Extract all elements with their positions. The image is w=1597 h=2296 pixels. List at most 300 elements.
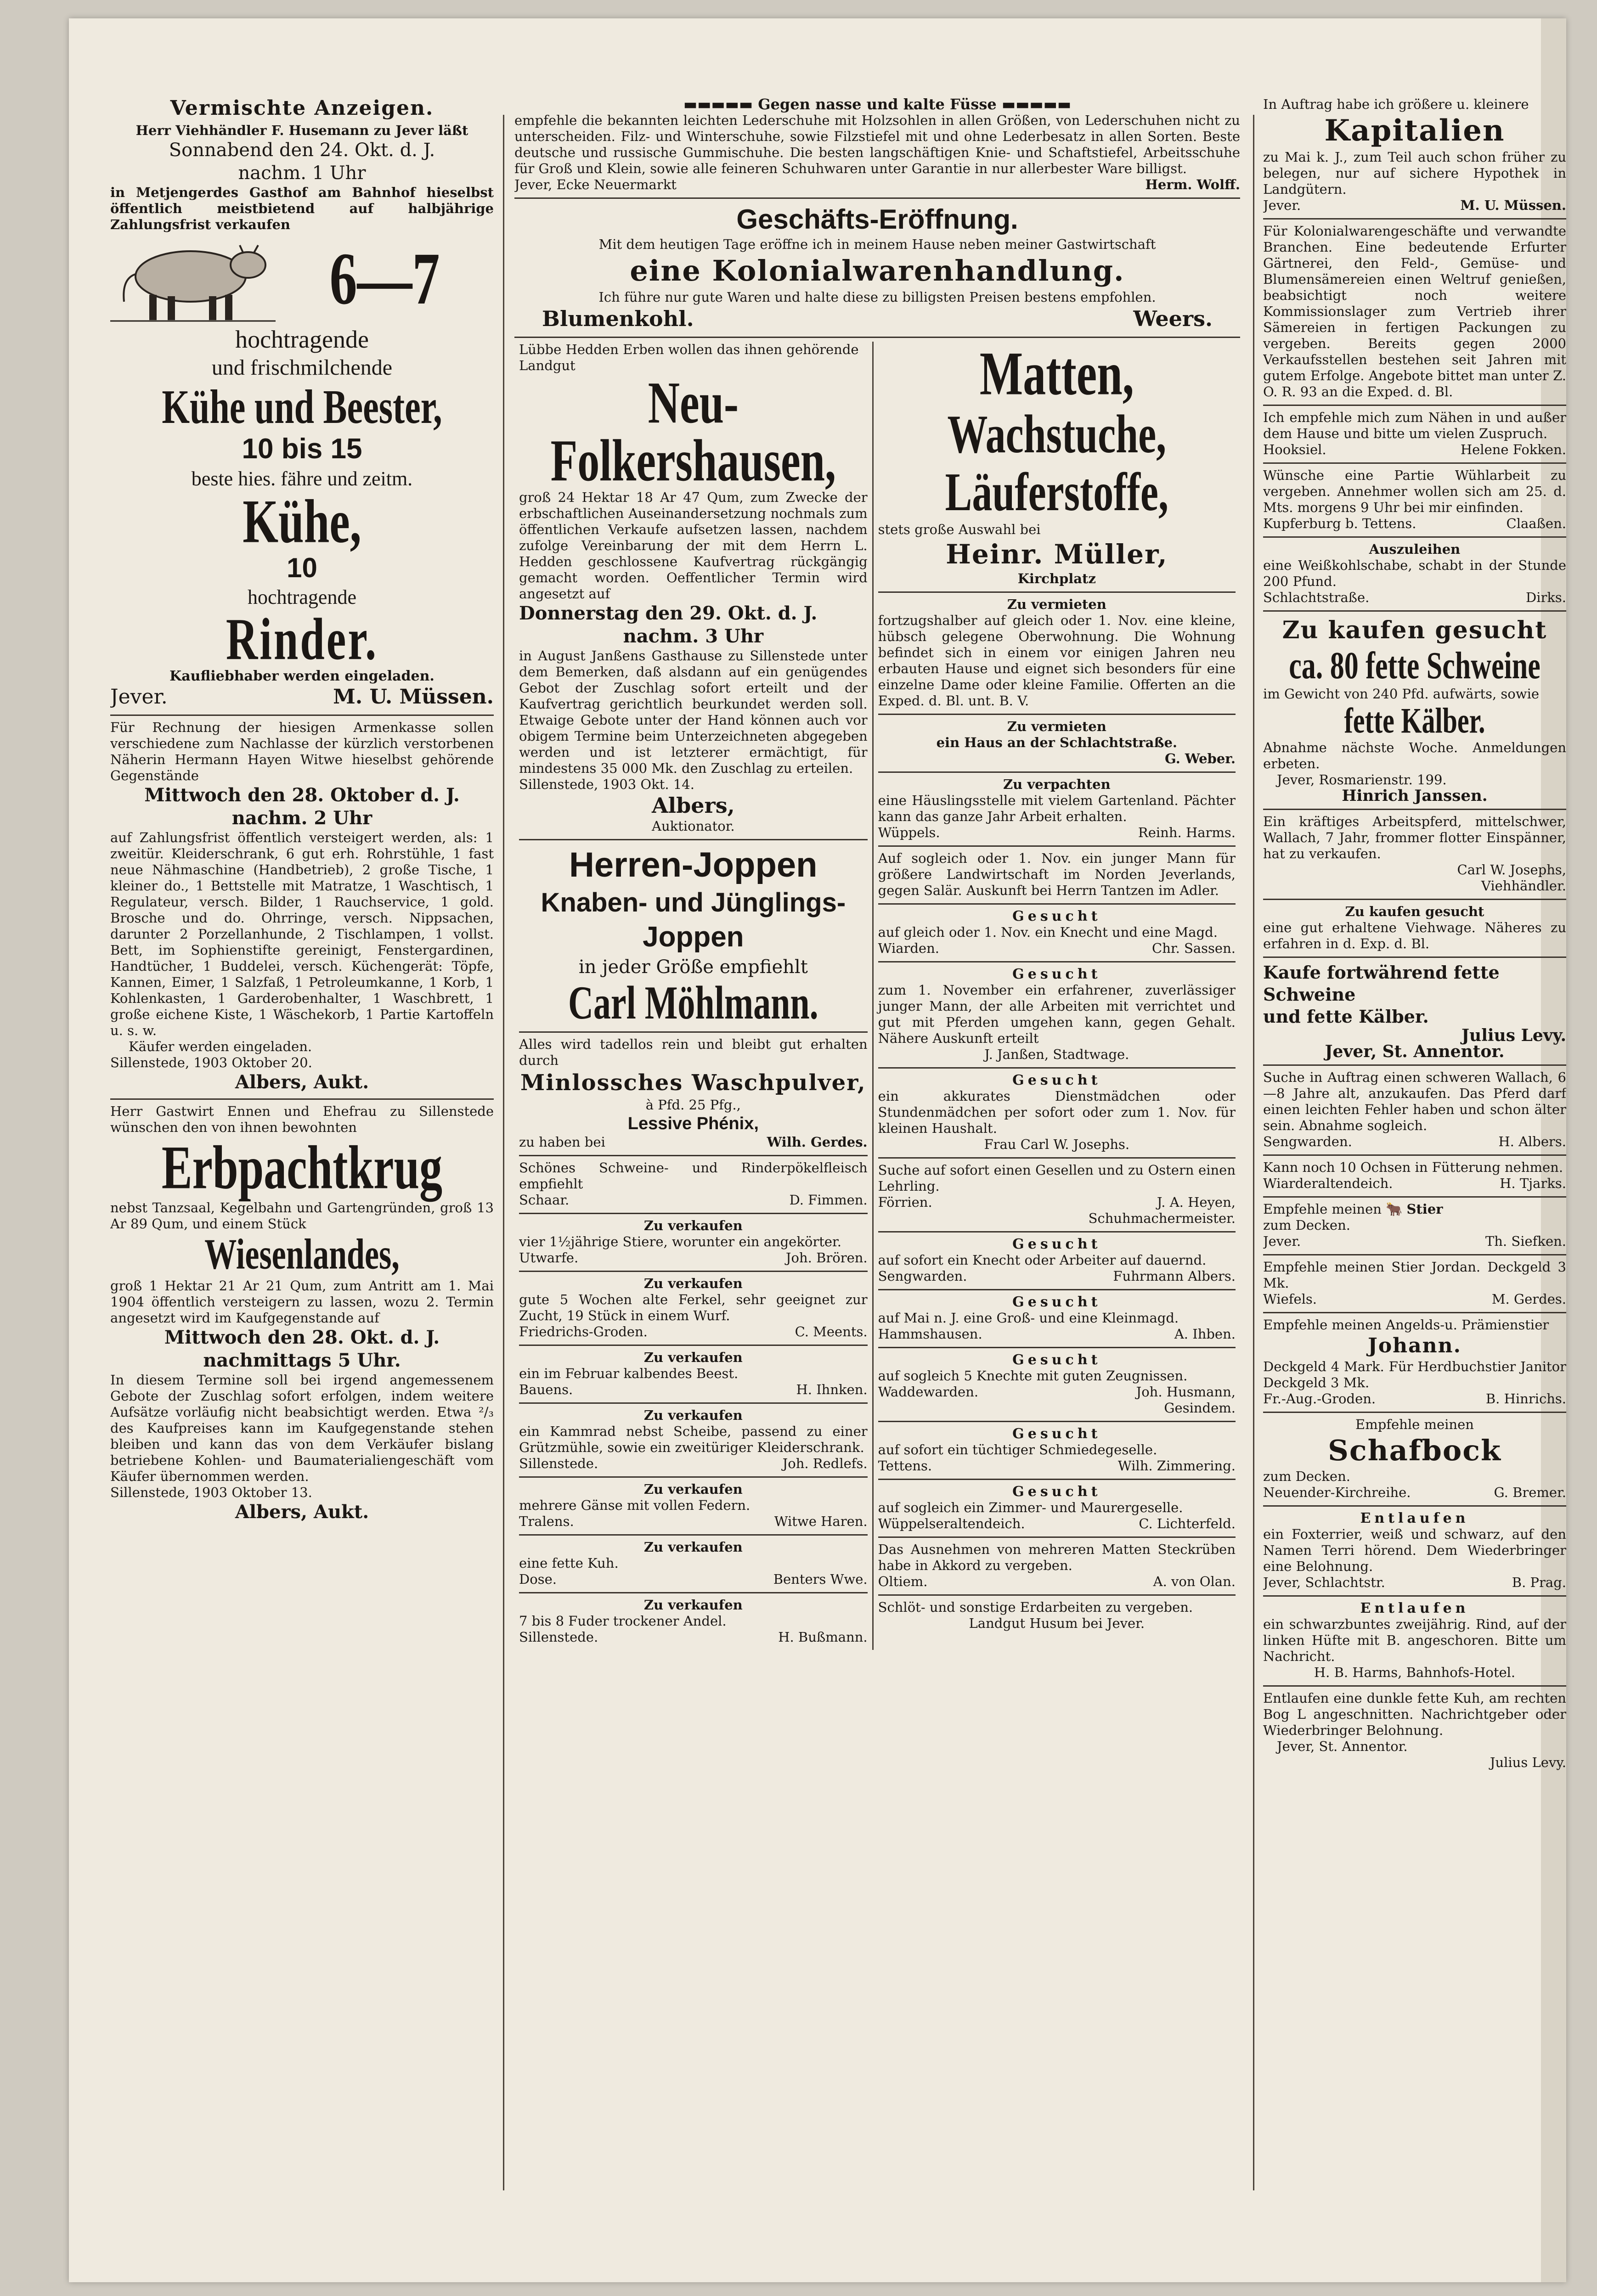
ad-neu-folkershausen <box>519 342 868 834</box>
ad-small <box>878 597 1236 709</box>
ad-place: Wüppels. <box>878 825 940 840</box>
ad-text: ein Haus an der Schlachtstraße. <box>936 735 1178 750</box>
ad-signature: Frau Carl W. Josephs. <box>984 1137 1130 1152</box>
ad-signature: Th. Siefken. <box>1485 1233 1566 1249</box>
ad-place: Friedrichs-Groden. <box>519 1324 648 1339</box>
ad-text: auf Mai n. J. eine Groß- und eine Kleinmagd. <box>878 1310 1179 1326</box>
ad-headline: Heinr. Müller, <box>946 539 1168 570</box>
ad-headline: Kühe, <box>243 487 361 556</box>
ad-heading: Entlaufen <box>1360 1600 1469 1616</box>
ad-text: ein Foxterrier, weiß und schwarz, auf den Namen Terri hörend. Dem Wiederbringer eine Belohnung. <box>1263 1526 1566 1574</box>
ad-text: stets große Auswahl bei <box>878 522 1041 537</box>
divider <box>1263 809 1566 810</box>
ad-text: ein Kammrad nebst Scheibe, passend zu einer Grützmühle, sowie ein zweitüriger Kleiderschrank. <box>519 1424 868 1455</box>
ad-signature: H. Tjarks. <box>1500 1176 1566 1191</box>
ad-heading: Gesucht <box>1012 1294 1101 1310</box>
ad-text: in jeder Größe empfiehlt <box>578 957 808 978</box>
divider <box>519 839 868 840</box>
ad-small <box>878 1294 1236 1342</box>
ad-address: Kirchplatz <box>1017 571 1096 586</box>
ad-signature: Albers, Aukt. <box>235 1071 369 1093</box>
ad-text: empfehle die bekannten leichten Lederschuhe mit Holzsohlen in allen Größen, von Lederschuhen nicht zu unterscheiden. Filz- und Winterschuhe, sowie Filzstiefel mit und ohne Lederbesatz in allen Sorten. Beste deutsche und russische Gummischuhe. Die besten langschäftigen Knie- und Schaftstiefel, Arbeitsschuhe für Groß und Klein, sowie alle feineren Schuhwaren unter Garantie in nur allerbester Ware billigst. <box>514 113 1240 176</box>
divider <box>110 715 494 716</box>
bull-icon: 🐂 <box>1386 1201 1403 1217</box>
ad-place: Jever, Ecke Neuermarkt <box>514 177 677 192</box>
ad-heading: Gesucht <box>1012 1072 1101 1088</box>
ad-small <box>878 1484 1236 1532</box>
ad-signature: M. U. Müssen. <box>1460 197 1566 213</box>
ad-headline: Joppen <box>643 921 744 953</box>
ad-place: Schaar. <box>519 1192 570 1208</box>
ad-place: Hammshausen. <box>878 1326 982 1342</box>
ad-place: Wiarderaltendeich. <box>1263 1176 1393 1191</box>
ad-heading: Entlaufen <box>1360 1510 1469 1526</box>
ad-signature: H. Bußmann. <box>778 1629 868 1645</box>
ad-erbpachtkrug <box>110 1103 494 1524</box>
ad-place: Wiefels. <box>1263 1291 1317 1307</box>
ad-line: hochtragende <box>248 586 356 608</box>
ad-small <box>1263 814 1566 894</box>
divider <box>519 1534 868 1536</box>
divider <box>1263 610 1566 612</box>
ad-kapitalien <box>1263 96 1566 214</box>
column-rule <box>503 115 504 2190</box>
ad-small <box>878 1542 1236 1590</box>
divider <box>878 771 1236 773</box>
ad-signature: Albers, Aukt. <box>235 1501 369 1523</box>
ad-text: vier 1½jährige Stiere, worunter ein angekörter. <box>519 1234 841 1249</box>
ad-signature: B. Hinrichs. <box>1485 1391 1566 1407</box>
ad-text: Schlöt- und sonstige Erdarbeiten zu vergeben. <box>878 1599 1193 1615</box>
ad-signature: Julius Levy. <box>1462 1026 1566 1045</box>
ad-place: Sillenstede. <box>519 1629 598 1645</box>
ad-text: Ich führe nur gute Waren und halte diese zu billigsten Preisen bestens empfohlen. <box>598 289 1156 305</box>
ad-small <box>878 908 1236 957</box>
ad-signature: Helene Fokken. <box>1460 442 1566 457</box>
ad-headline: Carl Möhlmann. <box>568 977 818 1029</box>
ad-headline: 10 bis 15 <box>242 433 362 465</box>
ad-headline: Kühe und Beester, <box>162 379 442 434</box>
divider <box>878 714 1236 715</box>
ad-text: Empfehle meinen Angelds-u. Prämienstier <box>1263 1317 1549 1333</box>
divider <box>519 1155 868 1156</box>
column-left <box>110 96 494 2213</box>
ad-address: Jever, St. Annentor. <box>1325 1042 1505 1061</box>
ad-signature: A. Ihben. <box>1174 1326 1236 1342</box>
ad-place: Sillenstede, 1903 Okt. 14. <box>519 777 694 792</box>
ad-headline: Knaben- und Jünglings- <box>541 888 846 917</box>
ad-cattle-auction <box>110 123 494 710</box>
ad-address: Jever, Rosmarienstr. 199. <box>1277 772 1447 788</box>
ad-text: auf sogleich ein Zimmer- und Maurergeselle. <box>878 1500 1183 1515</box>
ad-line: beste hies. fähre und zeitm. <box>191 467 413 490</box>
divider <box>878 1594 1236 1596</box>
ad-text: zum 1. November ein erfahrener, zuverlässiger junger Mann, der alle Arbeiten mit verrichtet und gut mit Pferden umgehen kann, gegen Gehalt. Nähere Auskunft erteilt <box>878 982 1236 1046</box>
ad-text: Lübbe Hedden Erben wollen das ihnen gehörende Landgut <box>519 342 859 373</box>
ad-text: eine Weißkohlschabe, schabt in der Stunde 200 Pfund. <box>1263 557 1566 589</box>
ad-signature: M. U. Müssen. <box>333 685 494 709</box>
ad-text: auf sogleich 5 Knechte mit guten Zeugnissen. <box>878 1368 1188 1384</box>
ad-heading: Zu vermieten <box>1007 719 1106 734</box>
ad-text: eine gut erhaltene Viehwage. Näheres zu erfahren in d. Exp. d. Bl. <box>1263 920 1566 951</box>
ad-headline: fette Kälber. <box>1344 700 1485 741</box>
ad-place: Sillenstede, 1903 Oktober 13. <box>110 1485 312 1500</box>
ad-text: Kann noch 10 Ochsen in Fütterung nehmen. <box>1263 1159 1563 1175</box>
ad-date: Donnerstag den 29. Okt. d. J. <box>519 602 818 624</box>
ad-headline: Matten, <box>979 339 1134 408</box>
ad-signature: Joh. Husmann, <box>1136 1384 1236 1400</box>
ad-signature: Fuhrmann Albers. <box>1113 1268 1236 1284</box>
ad-title-text: Gegen nasse und kalte Füsse <box>758 96 997 113</box>
ad-place: Sillenstede. <box>519 1456 598 1471</box>
ad-time: nachm. 2 Uhr <box>231 807 372 829</box>
middle-left <box>514 342 874 1650</box>
ad-text: Für Rechnung der hiesigen Armenkasse sollen verschiedene zum Nachlasse der kürzlich verstorbenen Näherin Hermann Hayen Witwe hieselbst gehörende Gegenstände <box>110 720 494 783</box>
ad-headline: Wachstuche, <box>947 404 1167 465</box>
ad-role: Schuhmachermeister. <box>1088 1210 1236 1226</box>
ad-text: mehrere Gänse mit vollen Federn. <box>519 1497 751 1513</box>
ad-small <box>1263 904 1566 952</box>
divider <box>878 1536 1236 1538</box>
ad-text: Deckgeld 4 Mark. Für Herdbuchstier Janitor Deckgeld 3 Mk. <box>1263 1359 1566 1390</box>
ad-title: ▬▬▬▬▬ Gegen nasse und kalte Füsse ▬▬▬▬▬ <box>683 96 1072 113</box>
ad-place: Sengwarden. <box>1263 1134 1352 1149</box>
section-header: Vermischte Anzeigen. <box>170 96 434 120</box>
divider <box>878 961 1236 962</box>
ad-stier <box>1263 1201 1566 1249</box>
divider <box>878 1479 1236 1480</box>
ad-signature: H. Albers. <box>1498 1134 1566 1149</box>
ad-place: Oltiem. <box>878 1574 928 1589</box>
ad-place: Blumenkohl. <box>542 306 694 331</box>
ad-text: nebst Tanzsaal, Kegelbahn und Gartengründen, groß 13 Ar 89 Qum, und einem Stück <box>110 1200 494 1232</box>
ad-place: Tralens. <box>519 1514 574 1529</box>
newspaper-page <box>69 18 1566 2282</box>
ad-headline: und fette Kälber. <box>1263 1006 1429 1027</box>
ad-signature: Albers, <box>651 793 735 818</box>
ad-signature: H. B. Harms, Bahnhofs-Hotel. <box>1314 1665 1516 1680</box>
divider <box>514 197 1240 199</box>
ad-small <box>1263 541 1566 606</box>
ad-date: Mittwoch den 28. Oktober d. J. <box>144 784 460 806</box>
ad-signature: C. Meents. <box>795 1324 868 1339</box>
divider <box>1263 899 1566 900</box>
ad-small <box>1263 1069 1566 1150</box>
ad-heading: Zu verkaufen <box>643 1539 743 1555</box>
ad-heading: Gesucht <box>1012 1352 1101 1368</box>
ad-heading: Zu verkaufen <box>643 1481 743 1497</box>
ad-small <box>1263 1259 1566 1307</box>
ad-role: Gesindem. <box>1164 1400 1236 1416</box>
ad-line: und frischmilchende <box>211 355 393 380</box>
ad-heading: Gesucht <box>1012 1426 1101 1442</box>
ad-small <box>1263 1600 1566 1681</box>
ad-signature: Wilh. Zimmering. <box>1117 1458 1236 1474</box>
divider <box>878 1421 1236 1422</box>
ad-small <box>519 1597 868 1645</box>
divider <box>1263 1154 1566 1156</box>
ad-brand: Lessive Phénix, <box>627 1114 759 1133</box>
divider <box>878 1289 1236 1290</box>
ad-place: Jever. <box>1263 197 1301 213</box>
ad-small <box>1263 1159 1566 1192</box>
ad-text: auf sofort ein tüchtiger Schmiedegeselle. <box>878 1442 1157 1458</box>
ad-text: groß 24 Hektar 18 Ar 47 Qum, zum Zwecke der erbschaftlichen Auseinandersetzung nochmals zum öffentlichen Verkaufe aufsetzen lassen, nachdem zufolge Vereinbarung der mit dem Herrn L. Hedden geschlossene Kaufvertrag rückgängig gemacht worden. Oeffentlicher Termin wird angesetzt auf <box>519 490 868 602</box>
divider <box>1263 218 1566 219</box>
ad-shop-opening <box>514 203 1240 332</box>
divider <box>878 1067 1236 1069</box>
ad-headline: Läuferstoffe, <box>945 462 1168 523</box>
ad-signature: Dirks. <box>1525 590 1566 605</box>
ad-text: Suche auf sofort einen Gesellen und zu Ostern einen Lehrling. <box>878 1162 1236 1194</box>
divider <box>519 1271 868 1272</box>
ad-waschpulver <box>519 1036 868 1150</box>
middle-right <box>874 339 1240 1650</box>
ad-signature: C. Lichterfeld. <box>1139 1516 1236 1531</box>
ad-text: auf Zahlungsfrist öffentlich versteigert werden, als: 1 zweitür. Kleiderschrank, 6 gut erh. Rohrstühle, 1 fast neue Nähmaschine (Handbetrieb), 2 große Tische, 1 kleiner do., 1 Bettstelle mit Matratze, 1 Waschtisch, 1 Regulateur, versch. Bilder, 1 Rauchservice, 1 gold. Brosche und do. Ohrringe, versch. Nippsachen, darunter 2 Porzellanhunde, 2 Tischlampen, 1 vollst. Bett, im Sophienstifte gereinigt, Fenstergardinen, Handtücher, 1 Buddelei, versch. Küchengerät: Töpfe, Kannen, Eimer, 1 Salzfaß, 1 Petroleumkanne, 1 Korb, 1 Kohlenkasten, 1 Garderobenhalter, 1 Waschbrett, 1 große eichene Kiste, 1 Wäschekorb, 1 Partie Kartoffeln u. s. w. <box>110 830 494 1038</box>
divider <box>878 1347 1236 1348</box>
ad-small <box>878 1352 1236 1416</box>
ad-small <box>878 966 1236 1063</box>
ad-text: in Metjengerdes Gasthof am Bahnhof hieselbst öffentlich meistbietend auf halbjährige Zahlungsfrist verkaufen <box>110 185 494 232</box>
ad-heading: Auszuleihen <box>1369 541 1461 557</box>
ad-headline: Minlossches Waschpulver, <box>520 1070 866 1096</box>
ad-small <box>878 719 1236 767</box>
ad-heading: Zu verkaufen <box>643 1350 743 1365</box>
ad-signature: Julius Levy. <box>1490 1755 1566 1770</box>
ad-text: im Gewicht von 240 Pfd. aufwärts, sowie <box>1263 686 1540 702</box>
ad-joppen <box>519 844 868 1027</box>
ad-place: Sengwarden. <box>878 1268 967 1284</box>
divider <box>878 903 1236 905</box>
column-middle <box>514 96 1240 2213</box>
divider <box>519 1345 868 1346</box>
ad-signature: Carl W. Josephs, <box>1457 862 1566 878</box>
ad-headline: Neu- <box>648 369 739 436</box>
divider <box>878 1157 1236 1159</box>
divider <box>519 1592 868 1593</box>
ad-place: Jever. <box>110 685 168 709</box>
ad-headline: Erbpachtkrug <box>161 1133 443 1202</box>
ad-signature: Herm. Wolff. <box>1145 177 1240 192</box>
column-rule <box>1253 115 1254 2190</box>
ad-text: Herr Viehhändler F. Husemann zu Jever läßt <box>135 123 468 138</box>
ad-heading: Gesucht <box>1012 966 1101 982</box>
ad-small <box>878 1599 1236 1632</box>
column-right <box>1263 96 1566 2213</box>
ad-signature: Landgut Husum bei Jever. <box>969 1615 1145 1631</box>
divider <box>110 1098 494 1100</box>
ad-text: Entlaufen eine dunkle fette Kuh, am rechten Bog L angeschnitten. Nachrichtgeber oder Wiederbringer Belohnung. <box>1263 1690 1566 1738</box>
ad-place: Förrien. <box>878 1194 932 1210</box>
ad-signature: A. von Olan. <box>1153 1574 1236 1589</box>
ad-signature: J. A. Heyen, <box>1157 1194 1236 1210</box>
ad-text: auf gleich oder 1. Nov. ein Knecht und eine Magd. <box>878 924 1218 940</box>
ad-small <box>519 1481 868 1530</box>
cow-illustration <box>110 233 276 325</box>
ad-text: eine Häuslingsstelle mit vielem Gartenland. Pächter kann das ganze Jahr Arbeit erhalten. <box>878 793 1236 824</box>
ad-footwear <box>514 96 1240 193</box>
ad-small <box>878 1072 1236 1153</box>
ad-small <box>1263 467 1566 532</box>
ad-text: Stier <box>1406 1201 1443 1217</box>
cattle-count: 6—7 <box>329 237 440 320</box>
ad-headline: 10 <box>287 552 317 583</box>
ad-text: 7 bis 8 Fuder trockener Andel. <box>519 1613 727 1629</box>
ad-headline: Geschäfts-Eröffnung. <box>736 204 1018 235</box>
ad-text: Kaufliebhaber werden eingeladen. <box>169 668 435 684</box>
ad-small <box>519 1160 868 1208</box>
ad-small <box>519 1276 868 1340</box>
divider <box>519 1476 868 1478</box>
ad-heading: Zu verkaufen <box>643 1218 743 1233</box>
ad-small <box>519 1350 868 1398</box>
ad-role: Auktionator. <box>652 818 735 834</box>
ad-place: Wüppelseraltendeich. <box>878 1516 1025 1531</box>
divider <box>1263 957 1566 958</box>
ad-heading: Zu kaufen gesucht <box>1345 904 1484 919</box>
ad-small <box>519 1218 868 1266</box>
ad-text: zum Decken. <box>1263 1469 1350 1484</box>
ad-headline: Zu kaufen gesucht <box>1282 616 1547 644</box>
ad-text: Das Ausnehmen von mehreren Matten Steckrüben habe in Akkord zu vergeben. <box>878 1542 1236 1573</box>
ad-text: Für Kolonialwarengeschäfte und verwandte Branchen. Eine bedeutende Erfurter Gärtnerei, den Feld-, Gemüse- und Blumensämereien einen Weltruf genießen, beabsichtigt noch weitere Kommissionslager zum Vertrieb ihrer Sämereien in fertigen Packungen zu vergeben. Bereits gegen 2000 Verkaufsstellen bestehen seit Jahren mit gutem Erfolge. Angebote bittet man unter Z. O. R. 93 an die Exped. d. Bl. <box>1263 223 1566 400</box>
middle-subcolumns <box>514 339 1240 1650</box>
ad-text: ein akkurates Dienstmädchen oder Stundenmädchen per sofort oder zum 1. Nov. für kleinen Haushalt. <box>878 1088 1236 1136</box>
ad-time: nachm. 1 Uhr <box>238 163 366 184</box>
ad-headline: Kaufe fortwährend fette Schweine <box>1263 962 1500 1005</box>
ad-text: groß 1 Hektar 21 Ar 21 Qum, zum Antritt am 1. Mai 1904 öffentlich versteigern zu lassen, wozu 2. Termin angesetzt wird im Kaufgegenstande auf <box>110 1278 494 1326</box>
ad-signature: Reinh. Harms. <box>1138 825 1236 840</box>
ad-estate-auction <box>110 720 494 1094</box>
ad-text: in August Janßens Gasthause zu Sillenstede unter dem Bemerken, daß alsdann auf ein genügendes Gebot der Zuschlag sofort erteilt und der Kaufvertrag gerichtlich beurkundet werden soll. Etwaige Gebote unter der Hand können auch vor obigem Termine beim Unterzeichneten abgegeben werden und ist letzterer ermächtigt, für mindestens 35 000 Mk. den Zuschlag zu erteilen. <box>519 648 868 776</box>
ad-heading: Zu vermieten <box>1007 597 1106 612</box>
ad-text: ein im Februar kalbendes Beest. <box>519 1366 739 1381</box>
ad-headline: Kapitalien <box>1324 113 1505 148</box>
ad-small <box>878 777 1236 841</box>
ad-place: Schlachtstraße. <box>1263 590 1370 605</box>
ad-text: gute 5 Wochen alte Ferkel, sehr geeignet zur Zucht, 19 Stück in einem Wurf. <box>519 1292 868 1323</box>
ad-signature: J. Janßen, Stadtwage. <box>984 1047 1129 1062</box>
ad-signature: M. Gerdes. <box>1491 1291 1566 1307</box>
ad-heading: Gesucht <box>1012 908 1101 924</box>
divider <box>1263 1064 1566 1066</box>
ad-signature: D. Fimmen. <box>789 1192 868 1208</box>
ad-place: Neuender-Kirchreihe. <box>1263 1485 1411 1500</box>
ad-text: Ein kräftiges Arbeitspferd, mittelschwer, Wallach, 7 Jahr, frommer flotter Einspänner, hat zu verkaufen. <box>1263 814 1566 861</box>
ad-headline: Rinder. <box>226 606 378 672</box>
ad-small <box>1263 410 1566 458</box>
ad-signature: B. Prag. <box>1512 1575 1566 1590</box>
ad-place: Hooksiel. <box>1263 442 1326 457</box>
ad-signature: G. Weber. <box>1164 751 1236 766</box>
divider <box>1263 405 1566 406</box>
ad-text: Mit dem heutigen Tage eröffne ich in meinem Hause neben meiner Gastwirtschaft <box>598 236 1156 252</box>
ad-johann <box>1263 1317 1566 1407</box>
ad-text: ein schwarzbuntes zweijährig. Rind, auf der linken Hüfte mit B. angeschoren. Bitte um Nachricht. <box>1263 1616 1566 1664</box>
ad-signature: Weers. <box>1133 306 1213 331</box>
ad-text: In Auftrag habe ich größere u. kleinere <box>1263 96 1529 112</box>
ad-place: Utwarfe. <box>519 1250 579 1266</box>
ad-heading: Zu verkaufen <box>643 1276 743 1291</box>
ad-date: Sonnabend den 24. Okt. d. J. <box>169 140 435 161</box>
divider <box>519 1402 868 1404</box>
ad-small <box>519 1407 868 1472</box>
divider <box>1263 1412 1566 1413</box>
ad-place: Wiarden. <box>878 940 939 956</box>
ad-text: Empfehle meinen <box>1355 1417 1474 1432</box>
ad-text: Käufer werden eingeladen. <box>129 1039 312 1054</box>
ad-signature: Joh. Redlefs. <box>782 1456 868 1471</box>
ad-text: eine fette Kuh. <box>519 1555 619 1571</box>
ad-signature: Benters Wwe. <box>773 1571 868 1587</box>
ad-line: hochtragende <box>235 326 369 353</box>
ad-place: Fr.-Aug.-Groden. <box>1263 1391 1376 1407</box>
ad-text: Suche in Auftrag einen schweren Wallach, 6—8 Jahre alt, anzukaufen. Das Pferd darf einen leichten Fehler haben und schon älter sein. Abnahme sogleich. <box>1263 1069 1566 1133</box>
ad-text: zum Decken. <box>1263 1217 1350 1233</box>
divider <box>1263 1196 1566 1198</box>
divider <box>878 591 1236 593</box>
ad-small <box>1263 223 1566 400</box>
ad-time: nachmittags 5 Uhr. <box>203 1350 401 1371</box>
ad-small <box>878 1426 1236 1474</box>
ad-text: Ich empfehle mich zum Nähen in und außer dem Hause und bitte um vielen Zuspruch. <box>1263 410 1566 441</box>
ad-text: zu haben bei <box>519 1134 605 1150</box>
ad-place: Tettens. <box>878 1458 932 1474</box>
ad-role: Viehhändler. <box>1481 878 1566 894</box>
ad-signature: Claaßen. <box>1506 516 1566 531</box>
ad-text: Empfehle meinen Stier Jordan. Deckgeld 3 Mk. <box>1263 1259 1566 1291</box>
ad-headline: Folkershausen, <box>550 427 836 494</box>
ad-place: Bauens. <box>519 1382 573 1397</box>
ad-headline: Wiesenlandes, <box>204 1231 400 1279</box>
ad-text: zu Mai k. J., zum Teil auch schon früher zu belegen, nur auf sichere Hypothek in Landgütern. <box>1263 149 1566 197</box>
ad-heading: Zu verkaufen <box>643 1597 743 1613</box>
divider <box>878 845 1236 847</box>
divider <box>1263 1595 1566 1597</box>
ad-text: Empfehle meinen <box>1263 1201 1382 1217</box>
ad-heading: Gesucht <box>1012 1484 1101 1500</box>
ad-place: Dose. <box>519 1571 557 1587</box>
ad-levy <box>1263 962 1566 1060</box>
ad-small <box>878 850 1236 899</box>
ad-small <box>1263 1690 1566 1771</box>
ad-text: Alles wird tadellos rein und bleibt gut erhalten durch <box>519 1036 868 1068</box>
ad-place: Jever. <box>1263 1233 1301 1249</box>
divider <box>1263 1505 1566 1507</box>
ad-time: nachm. 3 Uhr <box>623 625 764 647</box>
ad-signature: Chr. Sassen. <box>1152 940 1236 956</box>
ad-headline: eine Kolonialwarenhandlung. <box>630 254 1125 287</box>
ad-small <box>878 1162 1236 1227</box>
ad-signature: Witwe Haren. <box>774 1514 868 1529</box>
ad-schafbock <box>1263 1417 1566 1501</box>
ad-headline: Schafbock <box>1328 1434 1501 1467</box>
ad-matten <box>878 339 1236 587</box>
divider <box>1263 1312 1566 1313</box>
divider <box>1263 1254 1566 1255</box>
ad-heading: Zu verkaufen <box>643 1407 743 1423</box>
ad-text: Auf sogleich oder 1. Nov. ein junger Mann für größere Landwirtschaft im Norden Jeverlands, gegen Salär. Auskunft bei Herrn Tantzen im Adler. <box>878 850 1236 898</box>
ad-address: Jever, St. Annentor. <box>1277 1739 1408 1754</box>
ad-text: fortzugshalber auf gleich oder 1. Nov. eine kleine, hübsch gelegene Oberwohnung. Die Wohnung befindet sich in einem vor einigen Jahren neu erbauten Hause und eignet sich besonders für eine einzelne Dame oder kleine Familie. Offerten an die Exped. d. Bl. unt. B. V. <box>878 613 1236 709</box>
ad-headline: Johann. <box>1368 1334 1462 1357</box>
ad-price: à Pfd. 25 Pfg., <box>645 1097 741 1113</box>
ad-text: Herr Gastwirt Ennen und Ehefrau zu Sillenstede wünschen den von ihnen bewohnten <box>110 1103 494 1135</box>
cow-row <box>110 233 494 325</box>
divider <box>1263 536 1566 538</box>
ad-place: Sillenstede, 1903 Oktober 20. <box>110 1055 312 1070</box>
